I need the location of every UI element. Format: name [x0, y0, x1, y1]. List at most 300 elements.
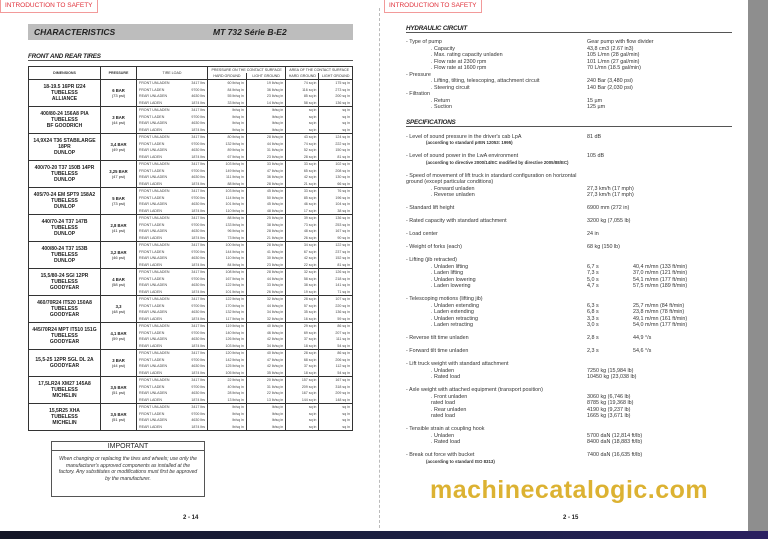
load-label: REAR LADEN: [139, 100, 162, 105]
spec-label: . Suction: [431, 104, 452, 110]
page-divider: [379, 8, 380, 528]
spec-label: . Rated load: [431, 374, 461, 380]
tire-ah: [286, 80, 319, 107]
load-label: FRONT LADEN: [139, 303, 165, 308]
spec-label: - Rated capacity with standard attachment: [406, 218, 507, 224]
tire-ph: [208, 350, 247, 377]
load-label: FRONT UNLADEN: [139, 270, 170, 274]
load-label: REAR LADEN: [139, 127, 162, 132]
tire-pressure: [101, 107, 137, 134]
value: 104 sq in: [335, 202, 350, 206]
value: 105 lb/sq in: [225, 370, 244, 375]
load-label: FRONT UNLADEN: [139, 135, 170, 139]
load-label: FRONT LADEN: [139, 249, 165, 254]
load-line: [139, 289, 205, 296]
load-label: FRONT LADEN: [139, 384, 165, 389]
value: sq in: [342, 424, 350, 429]
value: 73 sq in: [303, 222, 317, 227]
load-label: FRONT UNLADEN: [139, 324, 170, 328]
value: 84 lb/sq in: [227, 262, 244, 267]
load-label: FRONT LADEN: [139, 195, 165, 200]
value: 117 lb/sq in: [225, 316, 244, 321]
value: 31 lb/sq in: [266, 148, 284, 152]
tire-al: [319, 80, 353, 107]
load-value: 9700 lbs: [191, 384, 205, 389]
value: lb/sq in: [271, 108, 284, 112]
spec-label: - Pressure: [406, 71, 431, 78]
tire-al: [319, 161, 353, 188]
page-header: [28, 24, 353, 40]
spec-label: (according to directive 2000/14/EC modified by directive 2005/88/EC): [426, 159, 569, 165]
load-line: [139, 235, 205, 242]
value: 67 sq in: [303, 249, 317, 254]
load-label: REAR LADEN: [139, 262, 162, 267]
tire-load: [137, 269, 208, 296]
pressure-bar: 4 BAR: [112, 277, 125, 282]
pressure-psi: (73 psi): [111, 201, 126, 206]
spec-label: - Type of pump: [406, 39, 442, 45]
spec-value: 27,3 km/h (17 mph): [587, 192, 634, 198]
value: 253 sq in: [335, 222, 350, 227]
load-label: REAR UNLADEN: [139, 229, 168, 233]
pressure-bar: 3,5 BAR: [110, 412, 127, 417]
load-label: REAR LADEN: [139, 235, 162, 240]
section-heading: FRONT AND REAR TIRES: [28, 53, 353, 61]
value: sq in: [308, 114, 317, 119]
tire-ph: [208, 215, 247, 242]
spec-value-2: 23,8 m/mn (78 ft/min): [633, 309, 685, 315]
spec-line: [406, 459, 732, 466]
spec-label: - Break out force with bucket: [406, 452, 475, 458]
value: 46 lb/sq in: [266, 330, 284, 335]
value: 14 lb/sq in: [266, 100, 284, 105]
load-value: 4630 lbs: [191, 337, 205, 341]
spec-value: 7400 daN (16,635 ft/lb): [587, 452, 643, 458]
value: 200 sq in: [335, 94, 350, 98]
value: lb/sq in: [232, 127, 244, 132]
load-line: [139, 208, 205, 215]
tire-pressure: [101, 134, 137, 161]
tire-row: [29, 161, 353, 188]
value: 88 lb/sq in: [227, 181, 244, 186]
load-label: REAR LADEN: [139, 208, 162, 213]
value: lb/sq in: [271, 424, 284, 429]
value: 80 lb/sq in: [227, 135, 244, 139]
spec-value: 24 in: [587, 231, 599, 237]
spec-value: 5,0 s: [587, 276, 599, 283]
spec-value-2: 54,0 m/mn (177 ft/min): [633, 322, 688, 328]
value: 58 sq in: [303, 276, 317, 281]
tire-row: [29, 269, 353, 296]
load-label: FRONT LADEN: [139, 411, 165, 416]
spec-label: . Flow rate at 2300 rpm: [431, 58, 487, 65]
spec-line: [406, 244, 732, 251]
value: 111 lb/sq in: [226, 175, 244, 179]
value: 55 lb/sq in: [227, 94, 244, 98]
value: 132 lb/sq in: [225, 310, 244, 314]
spec-value: 6900 mm (272 in): [587, 205, 630, 211]
value: 30 lb/sq in: [266, 256, 284, 260]
value: 125 lb/sq in: [225, 364, 244, 368]
spec-label: - Lift truck weight with standard attachment: [406, 361, 509, 367]
value: 23 lb/sq in: [266, 262, 284, 267]
load-value: 1874 lbs: [191, 370, 205, 375]
load-value: 4630 lbs: [191, 229, 205, 233]
load-line: [139, 154, 205, 161]
watermark: machinecatalogic.com: [430, 476, 709, 504]
tire-row: [29, 80, 353, 107]
specifications-list: [406, 127, 732, 465]
spec-label: . Lifting, tilting, telescoping, attachment circuit: [431, 78, 540, 84]
tire-dimensions: 14,9X24 T36 STABILARGE 18PR DUNLOP: [29, 134, 101, 161]
spec-value: 8400 daN (18,883 ft/lb): [587, 439, 643, 445]
load-line: [139, 424, 205, 431]
value: 74 sq in: [303, 141, 317, 146]
model-title: MT 732 Série B-E2: [213, 27, 287, 37]
spec-value-2: 54,1 m/mn (177 ft/min): [633, 276, 688, 283]
value: 32 lb/sq in: [266, 297, 284, 301]
value: 85 sq in: [303, 195, 317, 200]
spec-label: - Tensible strain at coupling hook: [406, 426, 485, 432]
value: 90 sq in: [337, 235, 350, 240]
value: 124 sq in: [335, 135, 350, 139]
spec-label: . Unladen retracting: [431, 315, 479, 322]
spec-value: 4190 kg (9,237 lb): [587, 406, 631, 413]
pressure-psi: (73 psi): [111, 93, 126, 98]
tire-al: [319, 350, 353, 377]
tire-pl: [246, 107, 285, 134]
spec-value: 1665 kg (3,671 lb): [587, 413, 631, 419]
value: 23 lb/sq in: [266, 154, 284, 159]
load-value: 4630 lbs: [191, 94, 205, 98]
tire-load: [137, 107, 208, 134]
value: 136 sq in: [335, 216, 350, 220]
value: 58 sq in: [303, 100, 317, 105]
pressure-bar: 2,8 BAR: [110, 223, 127, 228]
value: 103 lb/sq in: [225, 343, 244, 348]
value: 152 sq in: [335, 256, 350, 260]
load-value: 3417 lbs: [191, 135, 205, 139]
load-label: FRONT LADEN: [139, 87, 165, 92]
value: 40 lb/sq in: [227, 384, 244, 389]
load-value: 1874 lbs: [191, 262, 205, 267]
spec-label: . Unladen: [431, 367, 455, 374]
tire-dimensions: 400/70-20 T37 150B 14PR TUBELESS DUNLOP: [29, 161, 101, 188]
spec-value: 43,8 cm3 (2.67 in3): [587, 45, 634, 52]
load-value: 1874 lbs: [191, 154, 205, 159]
load-value: 4630 lbs: [191, 283, 205, 287]
tire-ah: [286, 134, 319, 161]
value: 273 sq in: [335, 87, 350, 92]
load-value: 9700 lbs: [191, 411, 205, 416]
value: 38 sq in: [303, 283, 317, 287]
value: 43 sq in: [303, 135, 317, 139]
spec-item: [406, 257, 732, 290]
spec-label: - Axle weight with attached equipment (transport position): [406, 387, 543, 393]
tire-pressure: [101, 242, 137, 269]
col-hard-ground: HARD GROUND: [286, 73, 319, 80]
spec-label: ground (except particular conditions): [406, 179, 494, 185]
value: 19 sq in: [303, 289, 317, 294]
pressure-psi: (51 psi): [111, 390, 126, 395]
value: lb/sq in: [232, 108, 244, 112]
col-hard-ground: HARD GROUND: [208, 73, 247, 80]
value: 33 lb/sq in: [266, 283, 284, 287]
spec-label: - Reverse tilt time unladen: [406, 335, 469, 341]
tire-row: [29, 323, 353, 350]
tire-ah: [286, 296, 319, 323]
load-value: 4630 lbs: [191, 202, 205, 206]
pressure-bar: 3 BAR: [112, 115, 125, 120]
spec-label: - Level of sound pressure in the driver's cab LpA: [406, 133, 522, 140]
load-value: 4630 lbs: [191, 310, 205, 314]
value: 88 lb/sq in: [227, 216, 244, 220]
spec-label: . Unladen lowering: [431, 276, 476, 283]
spec-item: [406, 231, 732, 238]
tire-al: [319, 269, 353, 296]
tire-pl: [246, 80, 285, 107]
spec-label: . Capacity: [431, 45, 455, 52]
tire-ph: [208, 188, 247, 215]
tire-load: [137, 134, 208, 161]
spec-label: - Standard lift height: [406, 205, 455, 211]
value: 13 lb/sq in: [227, 397, 244, 402]
load-label: FRONT LADEN: [139, 114, 165, 119]
value: 48 sq in: [303, 229, 317, 233]
spec-line: [406, 104, 732, 111]
spec-label: . Rated load: [431, 439, 461, 445]
tire-load: [137, 188, 208, 215]
load-label: REAR LADEN: [139, 424, 162, 429]
value: 96 lb/sq in: [227, 229, 244, 233]
value: 35 sq in: [303, 310, 317, 314]
value: 40 lb/sq in: [266, 351, 284, 355]
value: 141 sq in: [335, 283, 350, 287]
col-light-ground: LIGHT GROUND: [246, 73, 285, 80]
load-label: FRONT UNLADEN: [139, 81, 170, 85]
spec-value: 5700 daN (12,814 ft/lb): [587, 432, 643, 439]
value: 122 lb/sq in: [225, 297, 244, 301]
spec-value: 3060 kg (6,746 lb): [587, 393, 631, 400]
tire-pressure: [101, 269, 137, 296]
value: 318 sq in: [335, 384, 350, 389]
load-value: 9700 lbs: [191, 330, 205, 335]
value: 22 sq in: [303, 262, 317, 267]
spec-value: 140 Bar (2,030 psi): [587, 84, 633, 91]
value: 45 lb/sq in: [266, 189, 284, 193]
load-label: REAR UNLADEN: [139, 256, 168, 260]
value: 150 sq in: [335, 148, 350, 152]
value: 103 lb/sq in: [225, 162, 244, 166]
tire-load: [137, 215, 208, 242]
spec-label: - Weight of forks (each): [406, 244, 462, 250]
value: 21 sq in: [303, 181, 317, 186]
spec-item: [406, 426, 732, 446]
value: sq in: [308, 418, 317, 422]
col-light-ground: LIGHT GROUND: [319, 73, 353, 80]
value: 142 lb/sq in: [225, 357, 244, 362]
value: 167 sq in: [335, 229, 350, 233]
load-value: 1874 lbs: [191, 343, 205, 348]
tire-load: [137, 80, 208, 107]
specifications-heading: SPECIFICATIONS: [406, 119, 732, 127]
load-value: 9700 lbs: [191, 114, 205, 119]
value: 26 sq in: [303, 235, 317, 240]
tire-pressure: [101, 80, 137, 107]
value: 89 lb/sq in: [227, 148, 244, 152]
value: 101 lb/sq in: [225, 289, 244, 294]
pressure-psi: (44 psi): [111, 120, 126, 125]
value: 101 lb/sq in: [225, 202, 244, 206]
load-value: 1874 lbs: [191, 235, 205, 240]
bottom-bar: [0, 531, 768, 539]
tire-load: [137, 296, 208, 323]
value: 209 sq in: [301, 384, 317, 389]
value: 108 lb/sq in: [225, 270, 244, 274]
load-label: REAR UNLADEN: [139, 310, 168, 314]
spec-value: 8785 kg (19,368 lb): [587, 400, 634, 406]
value: 35 lb/sq in: [266, 370, 284, 375]
value: 28 lb/sq in: [266, 135, 284, 139]
tire-ph: [208, 323, 247, 350]
spec-line: [406, 374, 732, 381]
value: 122 lb/sq in: [225, 283, 244, 287]
spec-item: [406, 452, 732, 465]
value: 144 lb/sq in: [225, 249, 244, 254]
spec-item: [406, 244, 732, 251]
load-value: 1874 lbs: [191, 316, 205, 321]
tire-ah: [286, 377, 319, 404]
load-label: REAR LADEN: [139, 154, 162, 159]
spec-value: 27,3 km/h (17 mph): [587, 185, 634, 192]
value: 170 lb/sq in: [225, 303, 244, 308]
tire-pl: [246, 188, 285, 215]
value: 42 lb/sq in: [266, 364, 284, 368]
spec-line: [406, 439, 732, 446]
pressure-psi: (51 psi): [111, 417, 126, 422]
load-label: FRONT UNLADEN: [139, 243, 170, 247]
load-label: REAR LADEN: [139, 370, 162, 375]
tires-table: [28, 66, 353, 431]
value: 57 sq in: [303, 303, 317, 308]
value: sq in: [342, 418, 350, 422]
pressure-bar: 4,1 BAR: [110, 331, 127, 336]
pressure-bar: 3,25 BAR: [109, 169, 128, 174]
scrollbar[interactable]: [748, 0, 768, 531]
spec-item: [406, 296, 732, 329]
pressure-bar: 3,4 BAR: [110, 142, 127, 147]
load-value: 3417 lbs: [191, 81, 205, 85]
tire-load: [137, 377, 208, 404]
page-number-right: 2 - 15: [563, 515, 579, 521]
tire-pl: [246, 215, 285, 242]
tire-load: [137, 242, 208, 269]
spec-value: 4,7 s: [587, 283, 599, 289]
value: 116 sq in: [302, 87, 317, 92]
value: 65 sq in: [303, 168, 317, 173]
important-title: IMPORTANT: [52, 442, 204, 451]
spec-label: . Forward unladen: [431, 185, 475, 192]
spec-value: 68 kg (150 lb): [587, 244, 620, 250]
value: 33 lb/sq in: [266, 162, 284, 166]
tire-dimensions: 15,5/80-24 SGI 12PR TUBELESS GOODYEAR: [29, 269, 101, 296]
tire-ah: [286, 350, 319, 377]
section-tab-left[interactable]: INTRODUCTION TO SAFETY: [0, 0, 98, 13]
tire-load: [137, 350, 208, 377]
value: 130 sq in: [335, 175, 350, 179]
load-value: 3417 lbs: [191, 324, 205, 328]
value: 76 sq in: [337, 189, 350, 193]
value: 33 sq in: [303, 162, 317, 166]
spec-value: 15 µm: [587, 97, 603, 104]
tire-dimensions: 440/70-24 T37 147B TUBELESS DUNLOP: [29, 215, 101, 242]
tire-pl: [246, 350, 285, 377]
load-line: [139, 127, 205, 134]
load-label: FRONT UNLADEN: [139, 216, 170, 220]
load-value: 3417 lbs: [191, 216, 205, 220]
tire-pl: [246, 134, 285, 161]
pressure-bar: 3,3: [115, 304, 122, 309]
spec-value: 2,3 s: [587, 348, 599, 354]
tire-pl: [246, 242, 285, 269]
tire-pressure: [101, 161, 137, 188]
value: sq in: [308, 108, 317, 112]
value: sq in: [342, 108, 350, 112]
spec-value: 105 dB: [587, 153, 605, 159]
load-label: REAR UNLADEN: [139, 94, 168, 98]
tire-dimensions: 445/70R24 MPT IT510 151G TUBELESS GOODYEAR: [29, 323, 101, 350]
value: 34 lb/sq in: [266, 310, 284, 314]
value: 218 sq in: [335, 276, 350, 281]
tire-al: [319, 404, 353, 431]
spec-value: 3,0 s: [587, 322, 599, 328]
value: 209 sq in: [335, 391, 350, 395]
value: sq in: [308, 411, 317, 416]
value: 42 sq in: [303, 175, 317, 179]
pressure-bar: 3,2 BAR: [110, 250, 127, 255]
value: 86 sq in: [337, 351, 350, 355]
section-tab-right[interactable]: INTRODUCTION TO SAFETY: [384, 0, 482, 13]
tire-row: [29, 242, 353, 269]
load-line: [139, 181, 205, 188]
value: 81 sq in: [337, 262, 350, 267]
load-value: 4630 lbs: [191, 175, 205, 179]
value: 28 sq in: [303, 297, 317, 301]
value: sq in: [308, 121, 317, 125]
spec-label: . Front unladen: [431, 393, 468, 400]
load-value: 4630 lbs: [191, 364, 205, 368]
load-value: 9700 lbs: [191, 168, 205, 173]
value: 175 sq in: [335, 81, 350, 85]
spec-label: - Load center: [406, 231, 438, 237]
load-value: 1874 lbs: [191, 424, 205, 429]
load-label: FRONT UNLADEN: [139, 297, 170, 301]
tire-ah: [286, 188, 319, 215]
spec-value-2: 57,5 m/mn (189 ft/min): [633, 283, 688, 289]
load-value: 3417 lbs: [191, 351, 205, 355]
tire-ph: [208, 107, 247, 134]
tire-pl: [246, 161, 285, 188]
value: 66 sq in: [337, 181, 350, 186]
tire-al: [319, 296, 353, 323]
value: lb/sq in: [271, 411, 284, 416]
load-value: 9700 lbs: [191, 222, 205, 227]
value: 26 lb/sq in: [266, 289, 284, 294]
value: 157 sq in: [301, 378, 317, 382]
load-label: REAR LADEN: [139, 181, 162, 186]
load-label: FRONT UNLADEN: [139, 405, 170, 409]
tire-ph: [208, 161, 247, 188]
